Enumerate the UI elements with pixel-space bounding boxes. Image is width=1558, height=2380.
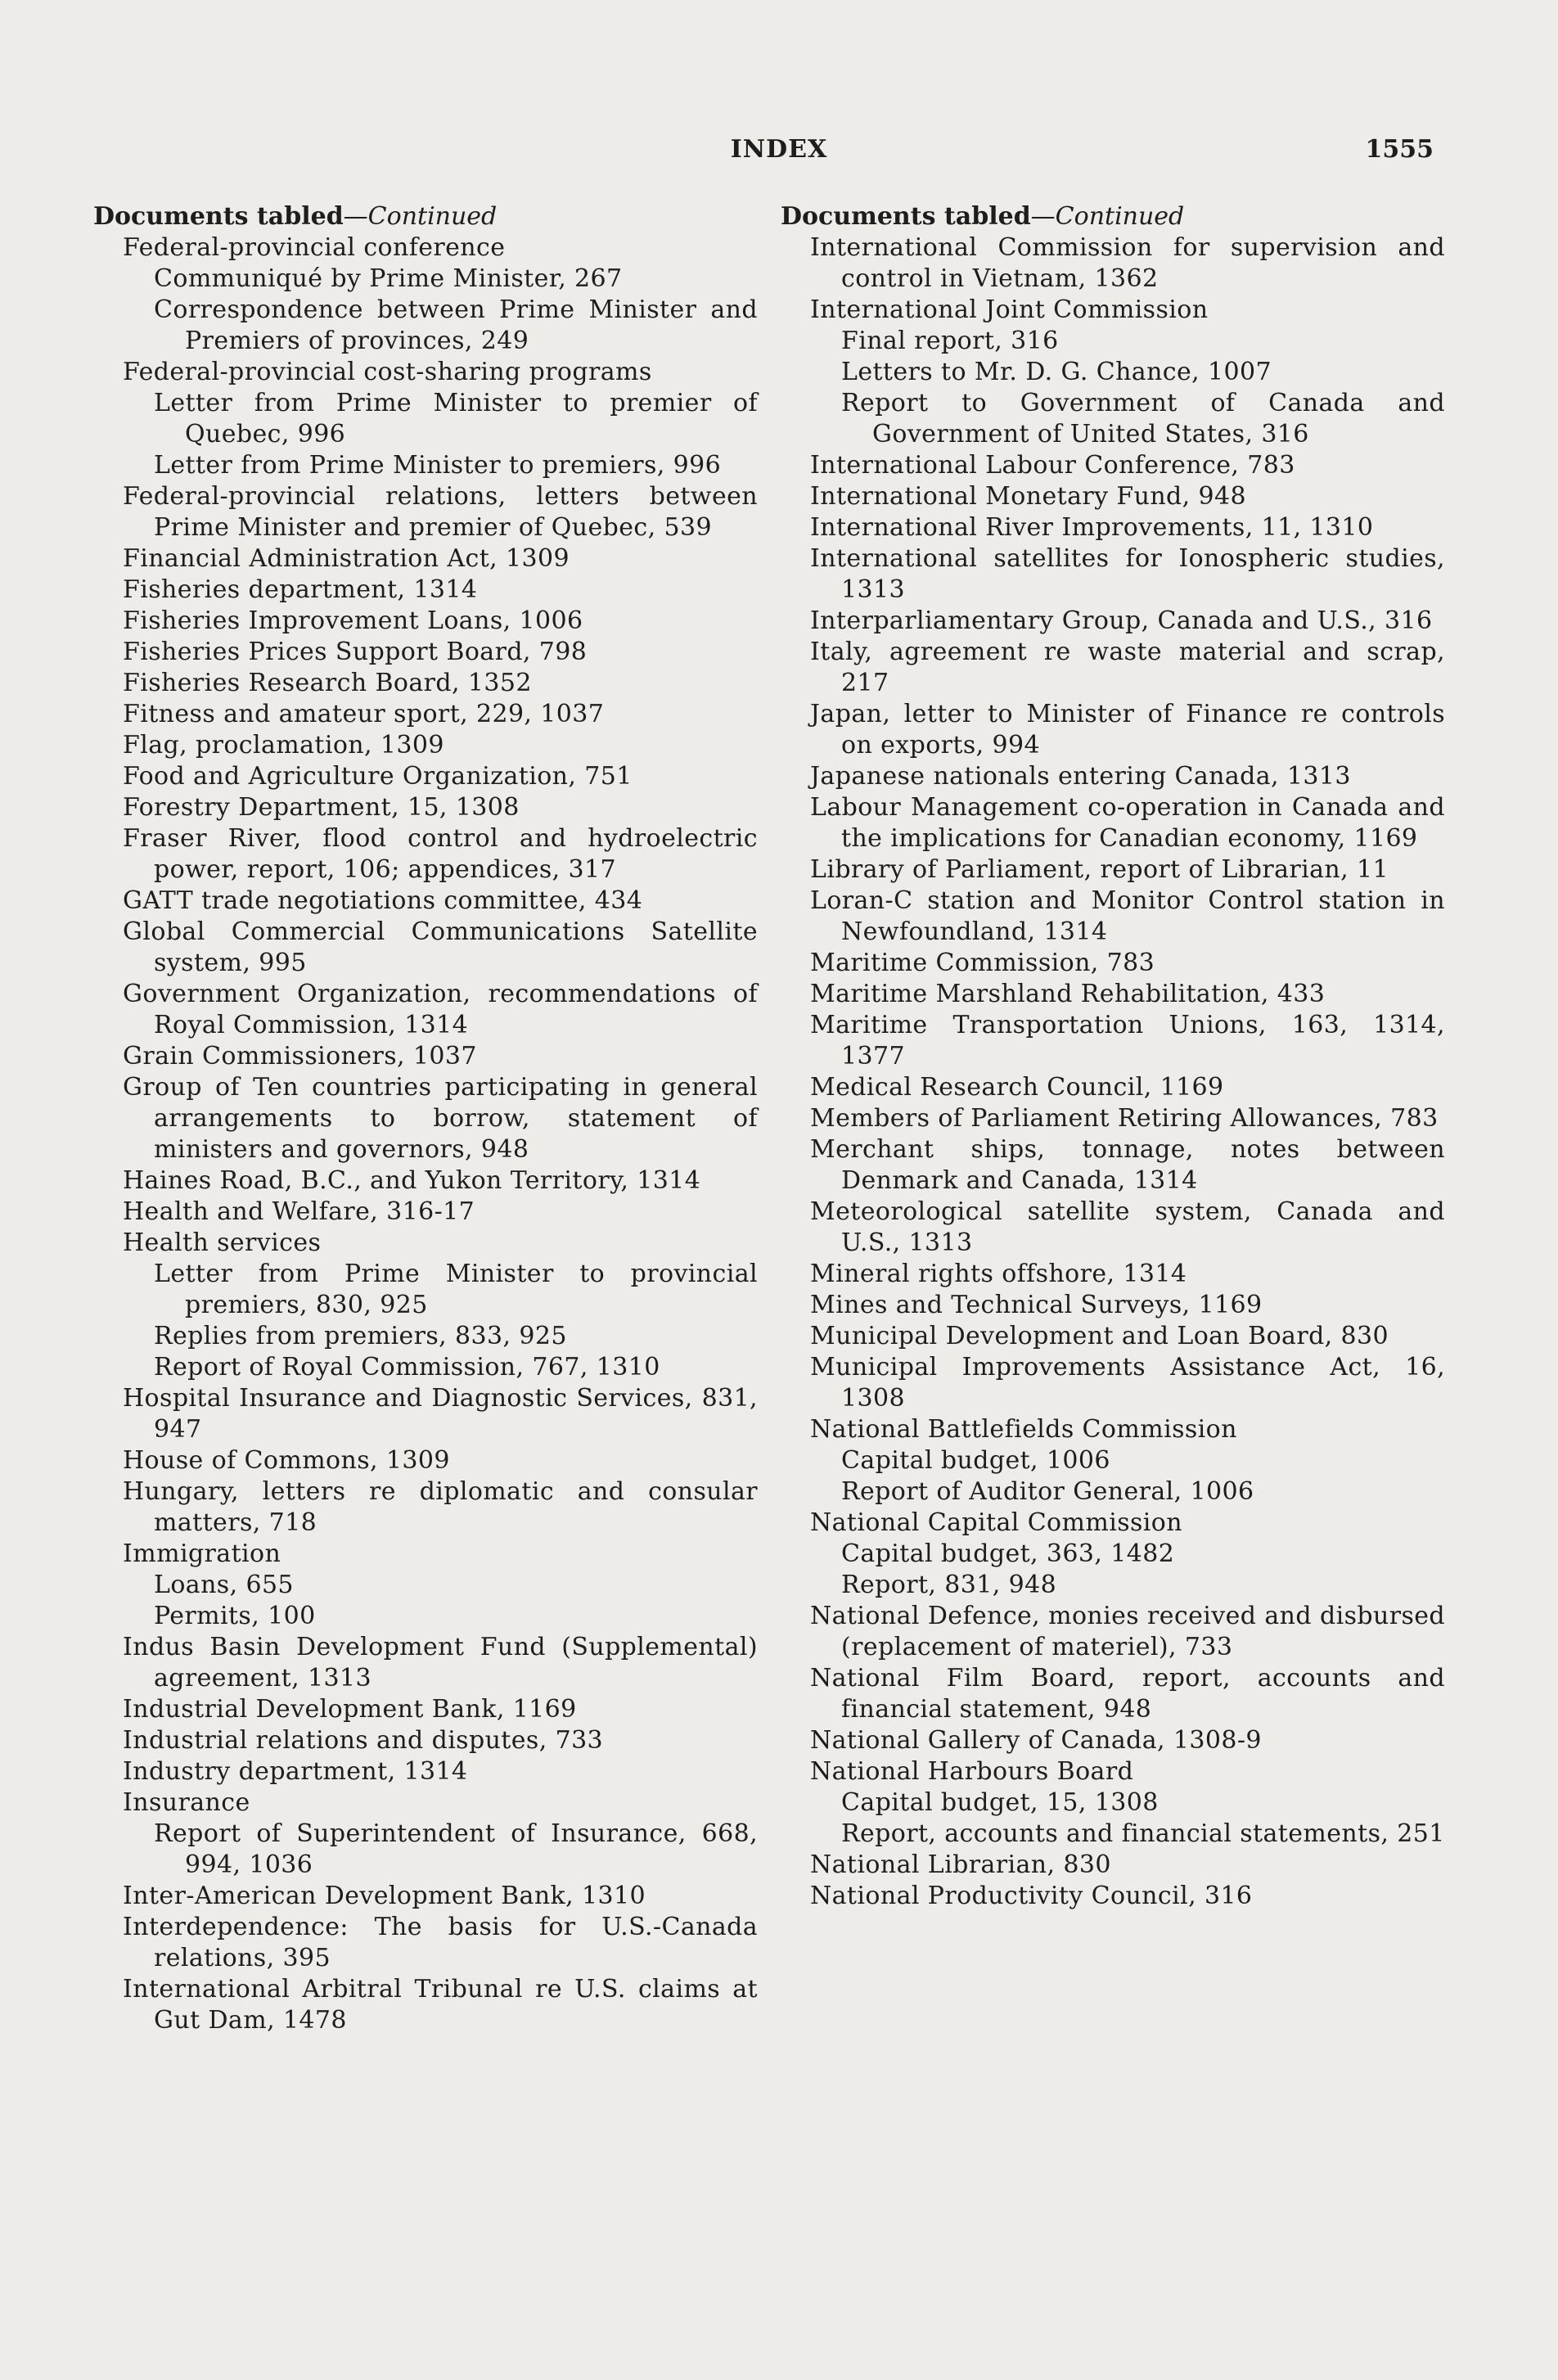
index-subentry: Report of Superintendent of Insurance, 668, 994, 1036 <box>154 1819 758 1879</box>
index-entry: Industry department, 1314 <box>123 1757 468 1786</box>
index-entry: National Film Board, report, accounts and financial statement, 948 <box>810 1664 1445 1724</box>
index-entry: Mineral rights offshore, 1314 <box>810 1260 1187 1288</box>
left-heading-bold: Documents tabled <box>93 202 344 231</box>
index-entry: Financial Administration Act, 1309 <box>123 544 570 573</box>
index-subentry: Letter from Prime Minister to premier of Quebec, 996 <box>154 389 758 449</box>
right-entry-list <box>781 232 1445 1912</box>
right-column-heading <box>781 201 1445 232</box>
index-entry: International Commission for supervision and control in Vietnam, 1362 <box>810 233 1445 293</box>
index-entry: Loran-C station and Monitor Control station in Newfoundland, 1314 <box>810 886 1445 946</box>
page-number: 1555 <box>1365 135 1434 164</box>
index-subentry: Letters to Mr. D. G. Chance, 1007 <box>841 358 1272 386</box>
left-column-heading <box>93 201 758 232</box>
index-entry: Flag, proclamation, 1309 <box>123 731 444 760</box>
index-subentry: Report, accounts and financial statements, 251 <box>841 1819 1445 1848</box>
index-entry: Maritime Commission, 783 <box>810 949 1155 977</box>
index-entry: Hospital Insurance and Diagnostic Services, 831, 947 <box>123 1384 758 1444</box>
index-subentry: Communiqué by Prime Minister, 267 <box>154 264 623 293</box>
index-entry: Japanese nationals entering Canada, 1313 <box>810 762 1351 791</box>
index-entry: Meteorological satellite system, Canada and U.S., 1313 <box>810 1197 1445 1257</box>
index-subentry: Capital budget, 363, 1482 <box>841 1539 1175 1568</box>
index-entry: Fisheries Research Board, 1352 <box>123 669 532 697</box>
index-subentry: Letter from Prime Minister to provincial premiers, 830, 925 <box>154 1260 758 1319</box>
index-entry: National Productivity Council, 316 <box>810 1882 1253 1910</box>
index-subentry: Final report, 316 <box>841 327 1059 355</box>
index-entry: Fitness and amateur sport, 229, 1037 <box>123 700 605 728</box>
index-entry: Industrial Development Bank, 1169 <box>123 1695 577 1724</box>
index-entry: National Battlefields Commission <box>810 1415 1237 1444</box>
left-entry-list <box>93 232 758 2036</box>
index-entry: House of Commons, 1309 <box>123 1446 450 1475</box>
index-entry: Health and Welfare, 316-17 <box>123 1197 475 1226</box>
index-entry: GATT trade negotiations committee, 434 <box>123 886 643 915</box>
index-entry: Maritime Transportation Unions, 163, 1314, 1377 <box>810 1011 1445 1071</box>
index-entry: Haines Road, B.C., and Yukon Territory, 1314 <box>123 1166 701 1195</box>
index-entry: Municipal Improvements Assistance Act, 16, 1308 <box>810 1353 1445 1413</box>
index-entry: Fisheries Prices Support Board, 798 <box>123 638 588 666</box>
index-subentry: Letter from Prime Minister to premiers, 996 <box>154 451 722 480</box>
left-column <box>93 201 758 2036</box>
index-entry: International Labour Conference, 783 <box>810 451 1295 480</box>
index-entry: Hungary, letters re diplomatic and consular matters, 718 <box>123 1477 758 1537</box>
index-entry: Members of Parliament Retiring Allowances, 783 <box>810 1104 1439 1133</box>
index-entry: International River Improvements, 11, 1310 <box>810 513 1374 542</box>
index-entry: National Capital Commission <box>810 1508 1182 1537</box>
index-entry: Library of Parliament, report of Librarian, 11 <box>810 855 1389 884</box>
index-entry: Fraser River, flood control and hydroelectric power, report, 106; appendices, 317 <box>123 824 758 884</box>
index-entry: Global Commercial Communications Satellite system, 995 <box>123 917 758 977</box>
index-subentry: Capital budget, 1006 <box>841 1446 1110 1475</box>
right-heading-italic: —Continued <box>1030 202 1185 231</box>
index-entry: Interdependence: The basis for U.S.-Canada relations, 395 <box>123 1913 758 1972</box>
index-entry: Labour Management co-operation in Canada and the implications for Canadian economy, 1169 <box>810 793 1445 853</box>
index-subentry: Permits, 100 <box>154 1602 316 1630</box>
index-entry: International Joint Commission <box>810 295 1209 324</box>
index-entry: International satellites for Ionospheric studies, 1313 <box>810 544 1445 604</box>
index-entry: Fisheries department, 1314 <box>123 575 478 604</box>
index-entry: Industrial relations and disputes, 733 <box>123 1726 604 1755</box>
index-entry: Maritime Marshland Rehabilitation, 433 <box>810 980 1326 1008</box>
index-entry: Group of Ten countries participating in general arrangements to borrow, statement of ministers and governors, 948 <box>123 1073 758 1164</box>
index-entry: Interparliamentary Group, Canada and U.S., 316 <box>810 606 1433 635</box>
index-entry: National Harbours Board <box>810 1757 1134 1786</box>
index-subentry: Capital budget, 15, 1308 <box>841 1788 1159 1817</box>
index-subentry: Correspondence between Prime Minister and Premiers of provinces, 249 <box>154 295 758 355</box>
index-entry: Grain Commissioners, 1037 <box>123 1042 477 1071</box>
index-entry: Inter-American Development Bank, 1310 <box>123 1882 646 1910</box>
index-entry: Japan, letter to Minister of Finance re controls on exports, 994 <box>810 700 1445 760</box>
index-entry: Italy, agreement re waste material and scrap, 217 <box>810 638 1445 697</box>
index-entry: Municipal Development and Loan Board, 830 <box>810 1322 1389 1350</box>
index-entry: International Monetary Fund, 948 <box>810 482 1246 511</box>
index-subentry: Report of Auditor General, 1006 <box>841 1477 1254 1506</box>
index-entry: National Librarian, 830 <box>810 1850 1111 1879</box>
index-entry: Forestry Department, 15, 1308 <box>123 793 520 822</box>
index-entry: Mines and Technical Surveys, 1169 <box>810 1291 1263 1319</box>
index-entry: Medical Research Council, 1169 <box>810 1073 1224 1102</box>
index-entry: Merchant ships, tonnage, notes between Denmark and Canada, 1314 <box>810 1135 1445 1195</box>
index-entry: National Gallery of Canada, 1308-9 <box>810 1726 1262 1755</box>
index-entry: Indus Basin Development Fund (Supplemental) agreement, 1313 <box>123 1633 758 1693</box>
running-title: INDEX <box>730 135 828 164</box>
index-entry: Insurance <box>123 1788 250 1817</box>
index-entry: Federal-provincial conference <box>123 233 506 262</box>
index-subentry: Report of Royal Commission, 767, 1310 <box>154 1353 660 1382</box>
index-entry: Federal-provincial relations, letters between Prime Minister and premier of Quebec, 539 <box>123 482 758 542</box>
index-subentry: Replies from premiers, 833, 925 <box>154 1322 567 1350</box>
right-heading-bold: Documents tabled <box>781 202 1031 231</box>
index-entry: Health services <box>123 1228 322 1257</box>
right-column <box>781 201 1445 1912</box>
left-heading-italic: —Continued <box>343 202 498 231</box>
index-subentry: Report, 831, 948 <box>841 1571 1057 1599</box>
index-entry: Government Organization, recommendations of Royal Commission, 1314 <box>123 980 758 1039</box>
index-subentry: Report to Government of Canada and Government of United States, 316 <box>841 389 1445 449</box>
index-subentry: Loans, 655 <box>154 1571 294 1599</box>
index-entry: National Defence, monies received and disbursed (replacement of materiel), 733 <box>810 1602 1445 1661</box>
index-entry: Federal-provincial cost-sharing programs <box>123 358 652 386</box>
index-entry: Immigration <box>123 1539 281 1568</box>
index-entry: International Arbitral Tribunal re U.S. claims at Gut Dam, 1478 <box>123 1975 758 2035</box>
index-entry: Food and Agriculture Organization, 751 <box>123 762 633 791</box>
index-entry: Fisheries Improvement Loans, 1006 <box>123 606 583 635</box>
